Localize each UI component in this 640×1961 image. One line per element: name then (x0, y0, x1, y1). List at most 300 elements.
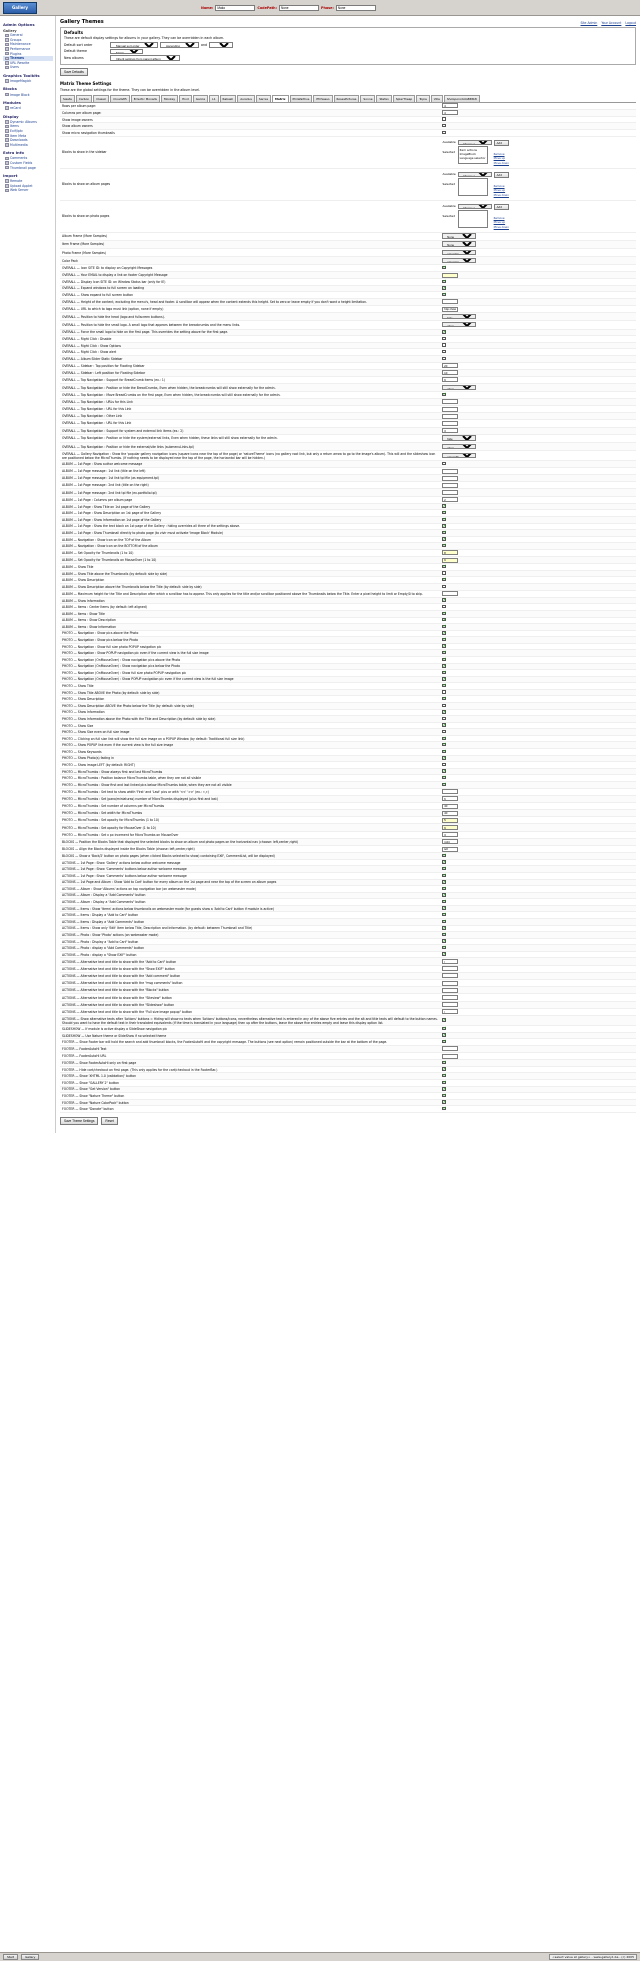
sidebar-item-imagemagick[interactable] (3, 79, 53, 84)
frame-setting-label: Color Pack (60, 257, 440, 265)
tab-monkey[interactable]: Monkey (161, 95, 178, 102)
checkbox-option-68[interactable] (442, 737, 445, 740)
input-option-78[interactable] (442, 804, 458, 809)
input-option-79[interactable] (442, 811, 458, 816)
input-basic-1[interactable] (442, 110, 458, 115)
default-sort-order-select[interactable] (110, 42, 158, 48)
setting-label: ACTIONS — Photo : display a "Show EXIF" button (60, 951, 440, 958)
setting-label: OVERALL — Top Navigation : URL for this Link (60, 406, 440, 413)
checkbox-option-118[interactable] (442, 1081, 445, 1084)
setting-row (60, 523, 636, 530)
taskbar-item-gallery[interactable]: Gallery (21, 1954, 39, 1960)
setting-row (60, 824, 636, 831)
setting-row (60, 557, 636, 564)
checkbox-option-11[interactable] (442, 343, 445, 346)
checkbox-option-65[interactable] (442, 717, 445, 720)
sidebar-item-label: Maintenance (10, 42, 31, 47)
start-button[interactable]: Start (3, 1954, 18, 1960)
input-option-107[interactable] (442, 1002, 458, 1007)
input-option-5[interactable] (442, 299, 458, 304)
available-blocks-select[interactable] (458, 172, 492, 177)
tab-splertheap[interactable]: SplerTheap (393, 95, 415, 102)
top-field-input-0[interactable] (215, 5, 255, 11)
block-move-up-button[interactable]: Move up (493, 188, 506, 193)
input-option-105[interactable] (442, 988, 458, 993)
setting-control-cell (440, 570, 636, 577)
sidebar-item-image-block[interactable] (3, 92, 53, 97)
setting-control-cell (440, 1093, 636, 1100)
setting-label: PHOTO — Show Title ABOVE the Photo (by default: side by side) (60, 689, 440, 696)
checkbox-basic-2[interactable] (442, 117, 445, 120)
top-field-input-2[interactable] (336, 5, 376, 11)
checkbox-option-9[interactable] (442, 330, 445, 333)
frame-select-1[interactable] (442, 241, 476, 246)
select-option-26[interactable] (442, 453, 476, 458)
setting-row (60, 475, 636, 482)
sidebar-item-users[interactable] (3, 65, 53, 70)
setting-label: OVERALL — Right Click : Show Options (60, 342, 440, 349)
setting-label: PHOTO — MicroThumbs : Position balance MicroThumbs table, when they are not all visible (60, 775, 440, 782)
checkbox-option-73[interactable] (442, 769, 445, 772)
input-option-32[interactable] (442, 497, 458, 502)
checkbox-option-45[interactable] (442, 585, 445, 588)
checkbox-option-115[interactable] (442, 1061, 445, 1064)
checkbox-basic-3[interactable] (442, 124, 445, 127)
setting-label: FOOTER — Show "Nature ColorPack" button (60, 1099, 440, 1106)
setting-row (60, 945, 636, 952)
sidebar-item-recard[interactable] (3, 106, 53, 111)
setting-control-cell (440, 406, 636, 413)
setting-label: PHOTO — Show Keywords (60, 749, 440, 756)
setting-label: PHOTO — Clicking on full size link will show the full size image on a POPUP Window (by default: Traditional full size link) (60, 735, 440, 742)
checkbox-option-89[interactable] (442, 880, 445, 883)
frame-setting-label: Item Frame (More Samples) (60, 240, 440, 248)
checkbox-option-121[interactable] (442, 1100, 445, 1103)
checkbox-option-36[interactable] (442, 524, 445, 527)
sidebar-item-multimedia[interactable] (3, 143, 53, 148)
checkbox-option-47[interactable] (442, 598, 445, 601)
tab-rabash[interactable]: Rabash (220, 95, 237, 102)
input-option-19[interactable] (442, 399, 458, 404)
checkbox-option-116[interactable] (442, 1067, 445, 1070)
tab-classic[interactable]: Classic (93, 95, 109, 102)
setting-row (60, 292, 636, 299)
sidebar-item-label: Custom Fields (10, 160, 33, 165)
checkbox-option-12[interactable] (442, 350, 445, 353)
setting-label: ACTIONS — Items : Display a "Add to Cart" button (60, 912, 440, 919)
input-option-40[interactable] (442, 550, 458, 555)
setting-control-cell (440, 938, 636, 945)
checkbox-option-33[interactable] (442, 504, 445, 507)
tab-pfrisasso[interactable]: PfriSasso (313, 95, 332, 102)
input-option-41[interactable] (442, 558, 458, 563)
save-defaults-button[interactable]: Save Defaults (60, 68, 88, 76)
checkbox-option-0[interactable] (442, 266, 445, 269)
setting-label: OVERALL — URL to which to logo must link (option, none if empty) (60, 306, 440, 313)
input-option-22[interactable] (442, 421, 458, 426)
checkbox-option-66[interactable] (442, 723, 445, 726)
frame-select-3[interactable] (442, 258, 476, 263)
checkbox-option-13[interactable] (442, 357, 445, 360)
checkbox-option-37[interactable] (442, 531, 445, 534)
selected-block-item[interactable]: ImageBlock (459, 152, 476, 156)
input-option-23[interactable] (442, 428, 458, 433)
input-option-82[interactable] (442, 832, 458, 837)
theme-options-table (60, 265, 636, 1113)
bullet-icon (5, 184, 9, 188)
checkbox-option-51[interactable] (442, 625, 445, 628)
setting-row (60, 384, 636, 392)
sidebar (0, 16, 56, 1133)
input-option-104[interactable] (442, 981, 458, 986)
input-option-113[interactable] (442, 1046, 458, 1051)
checkbox-option-63[interactable] (442, 704, 445, 707)
checkbox-option-61[interactable] (442, 690, 445, 693)
tab-philafaithus[interactable]: Philafaithus (290, 95, 313, 102)
setting-control-cell (440, 722, 636, 729)
checkbox-option-34[interactable] (442, 511, 445, 514)
checkbox-option-35[interactable] (442, 518, 445, 521)
add-block-button[interactable]: Add (494, 172, 509, 178)
checkbox-option-117[interactable] (442, 1074, 445, 1077)
input-option-101[interactable] (442, 959, 458, 964)
tab-l1[interactable]: L1 (209, 95, 218, 102)
setting-control-cell (440, 676, 636, 683)
checkbox-option-59[interactable] (442, 677, 445, 680)
frame-setting-row (60, 248, 636, 256)
tab-hind[interactable]: Hind (179, 95, 192, 102)
selected-block-item[interactable]: Language selector (459, 156, 486, 160)
checkbox-option-100[interactable] (442, 952, 445, 955)
reset-button[interactable]: Reset (101, 1117, 117, 1125)
checkbox-option-49[interactable] (442, 612, 445, 615)
checkbox-option-70[interactable] (442, 750, 445, 753)
checkbox-option-39[interactable] (442, 544, 445, 547)
sidebar-item-label: Groups (10, 37, 22, 42)
input-option-1[interactable] (442, 273, 458, 278)
setting-label: PHOTO — MicroThumbs : Set width for MicroThumbs (60, 810, 440, 817)
input-option-77[interactable] (442, 796, 458, 801)
setting-row (60, 781, 636, 788)
checkbox-option-67[interactable] (442, 730, 445, 733)
tab-topia[interactable]: Topia (416, 95, 429, 102)
tab-carbon[interactable]: Carbon (76, 95, 92, 102)
setting-control-cell (440, 775, 636, 782)
checkbox-basic-4[interactable] (442, 131, 445, 134)
input-option-31[interactable] (442, 490, 458, 495)
checkbox-option-53[interactable] (442, 638, 445, 641)
input-option-81[interactable] (442, 825, 458, 830)
input-option-76[interactable] (442, 789, 458, 794)
input-option-114[interactable] (442, 1054, 458, 1059)
checkbox-option-96[interactable] (442, 926, 445, 929)
tab-aurelius[interactable]: Aurelius (237, 95, 255, 102)
checkbox-option-95[interactable] (442, 920, 445, 923)
checkbox-option-27[interactable] (442, 462, 445, 465)
checkbox-option-52[interactable] (442, 631, 445, 634)
block-remove-button[interactable]: Remove (493, 183, 505, 188)
block-remove-button[interactable]: Remove (493, 151, 505, 156)
checkbox-option-38[interactable] (442, 537, 445, 540)
checkbox-option-64[interactable] (442, 710, 445, 713)
selected-blocks-list[interactable] (458, 210, 488, 228)
block-move-up-button[interactable]: Move up (493, 220, 506, 225)
setting-row (60, 1060, 636, 1067)
checkbox-option-112[interactable] (442, 1040, 445, 1043)
block-move-down-button[interactable]: Move down (493, 224, 509, 229)
tab-sonne[interactable]: Sonne (360, 95, 375, 102)
selected-block-item[interactable]: Item actions (459, 148, 477, 152)
checkbox-option-2[interactable] (442, 280, 445, 283)
save-theme-settings-button[interactable]: Save Theme Settings (60, 1117, 98, 1125)
setting-control-cell (440, 958, 636, 965)
input-option-103[interactable] (442, 973, 458, 978)
setting-label: ALBUM — Items : Show Title (60, 610, 440, 617)
default-theme-select[interactable] (110, 49, 143, 55)
block-move-down-button[interactable]: Move down (493, 192, 509, 197)
block-remove-button[interactable]: Remove (493, 215, 505, 220)
setting-label: ALBUM — Show Information (60, 597, 440, 604)
setting-row (60, 116, 636, 123)
setting-label: PHOTO — Show Size even on full size image (60, 729, 440, 736)
setting-row (60, 810, 636, 817)
checkbox-option-50[interactable] (442, 618, 445, 621)
input-option-28[interactable] (442, 469, 458, 474)
new-albums-row (64, 55, 632, 61)
selected-blocks-list[interactable] (458, 146, 488, 164)
checkbox-option-91[interactable] (442, 893, 445, 896)
checkbox-option-48[interactable] (442, 605, 445, 608)
tab-garcia[interactable]: Garcia (193, 95, 208, 102)
setting-row (60, 369, 636, 376)
checkbox-option-72[interactable] (442, 763, 445, 766)
default-sort-direction-select[interactable] (160, 42, 199, 48)
bullet-icon (5, 134, 9, 138)
input-option-83[interactable] (442, 839, 458, 844)
setting-control-cell (440, 549, 636, 556)
setting-row (60, 735, 636, 742)
setting-control-cell (440, 279, 636, 286)
tab-matrix[interactable]: Matrix (272, 95, 289, 102)
checkbox-option-120[interactable] (442, 1094, 445, 1097)
tab-rosespictures[interactable]: RosesPictures (334, 95, 360, 102)
input-option-6[interactable] (442, 307, 458, 312)
setting-row (60, 597, 636, 604)
checkbox-option-56[interactable] (442, 658, 445, 661)
tab-stefen[interactable]: Stefen (376, 95, 391, 102)
checkbox-option-98[interactable] (442, 939, 445, 942)
top-field-group (201, 5, 376, 11)
tab-siesta[interactable]: Siesta (60, 95, 75, 102)
checkbox-option-3[interactable] (442, 286, 445, 289)
checkbox-option-10[interactable] (442, 337, 445, 340)
setting-row (60, 892, 636, 899)
checkbox-option-119[interactable] (442, 1087, 445, 1090)
setting-row (60, 434, 636, 442)
setting-control-cell (440, 398, 636, 405)
setting-row (60, 788, 636, 795)
setting-row (60, 853, 636, 860)
checkbox-option-54[interactable] (442, 644, 445, 647)
checkbox-option-62[interactable] (442, 697, 445, 700)
input-option-106[interactable] (442, 995, 458, 1000)
select-option-24[interactable] (442, 435, 476, 440)
new-albums-select[interactable] (110, 55, 180, 61)
block-setting-label: Blocks to show on photo pages (62, 214, 110, 219)
setting-label: PHOTO — Navigation : Show POPUP navigation pic even if the current view is the full size image (60, 650, 440, 657)
select-option-8[interactable] (442, 322, 476, 327)
add-block-button[interactable]: Add (494, 140, 509, 146)
top-field-input-1[interactable] (279, 5, 319, 11)
setting-control-cell (440, 1032, 636, 1039)
checkbox-option-18[interactable] (442, 393, 445, 396)
setting-row (60, 1086, 636, 1093)
checkbox-option-85[interactable] (442, 854, 445, 857)
setting-label: OVERALL — Right Click : Show alert (60, 349, 440, 356)
setting-row (60, 905, 636, 912)
sidebar-group-title: Graphics Toolkits (3, 72, 40, 78)
block-move-down-button[interactable]: Move down (493, 160, 509, 165)
input-option-15[interactable] (442, 370, 458, 375)
input-option-29[interactable] (442, 476, 458, 481)
default-sort-order-label: Default sort order (64, 42, 93, 47)
tab-sarnia[interactable]: Sarnia (256, 95, 271, 102)
checkbox-option-75[interactable] (442, 783, 445, 786)
setting-control-cell (440, 788, 636, 795)
setting-control-cell (440, 467, 636, 474)
available-blocks-select[interactable] (458, 204, 492, 209)
sidebar-item-thumbnail-page[interactable] (3, 165, 53, 170)
checkbox-option-60[interactable] (442, 684, 445, 687)
select-option-17[interactable] (442, 385, 476, 390)
checkbox-option-99[interactable] (442, 946, 445, 949)
setting-control-cell (440, 951, 636, 958)
logout-link[interactable]: Logout (625, 21, 636, 25)
site-admin-link[interactable]: Site Admin (580, 21, 598, 25)
checkbox-option-93[interactable] (442, 906, 445, 909)
setting-control-cell (440, 355, 636, 362)
tab-villa[interactable]: Villa (431, 95, 443, 102)
checkbox-option-86[interactable] (442, 860, 445, 863)
setting-label: ACTIONS — Album : Show 'Albums' actions on top navigation bar (on webmaster mode) (60, 886, 440, 893)
setting-label: FOOTER — FooterAutoHi Text (60, 1045, 440, 1052)
input-option-21[interactable] (442, 414, 458, 419)
tab-clouds85[interactable]: Clouds85 (110, 95, 129, 102)
tab-eclectic-monads[interactable]: Eclectic Monads (131, 95, 160, 102)
default-sort-second-select[interactable] (209, 42, 233, 48)
setting-label: OVERALL — Top Navigation : URLs for this Link (60, 398, 440, 405)
setting-row (60, 1008, 636, 1015)
sidebar-item-web-server[interactable] (3, 188, 53, 193)
frame-select-2[interactable] (442, 250, 476, 255)
checkbox-option-42[interactable] (442, 565, 445, 568)
checkbox-option-97[interactable] (442, 933, 445, 936)
bullet-icon (5, 38, 9, 42)
checkbox-option-111[interactable] (442, 1033, 445, 1036)
setting-control-cell (440, 392, 636, 399)
sort-and-label: and (201, 42, 207, 47)
setting-label: ALBUM — Items : Show Information (60, 624, 440, 631)
select-option-7[interactable] (442, 314, 476, 319)
input-option-46[interactable] (442, 591, 458, 596)
input-option-84[interactable] (442, 847, 458, 852)
setting-label: ALBUM — Items : Center Items (by default: left aligned) (60, 604, 440, 611)
checkbox-option-122[interactable] (442, 1107, 445, 1110)
setting-label: ALBUM — Show Title (60, 564, 440, 571)
input-option-102[interactable] (442, 966, 458, 971)
setting-row (60, 716, 636, 723)
input-option-108[interactable] (442, 1009, 458, 1014)
setting-label: ALBUM — 1st Page : Show author welcome message (60, 461, 440, 468)
input-option-16[interactable] (442, 377, 458, 382)
your-account-link[interactable]: Your Account (601, 21, 622, 25)
tab-shogporodoto888b8[interactable]: ShoGporodoto888b8 (444, 95, 480, 102)
setting-control-cell (440, 637, 636, 644)
setting-label: ALBUM — 1st Page message : 1st link tpl file (as equipment.tpl) (60, 475, 440, 482)
window-titlebar (0, 0, 640, 16)
add-block-button[interactable]: Add (494, 204, 509, 210)
sidebar-item-label: Upload Applet (10, 183, 33, 188)
checkbox-option-69[interactable] (442, 743, 445, 746)
available-blocks-select[interactable] (458, 140, 492, 145)
checkbox-option-109[interactable] (442, 1018, 445, 1021)
input-option-80[interactable] (442, 818, 458, 823)
setting-row (60, 624, 636, 631)
input-basic-0[interactable] (442, 103, 458, 108)
setting-control-cell (440, 972, 636, 979)
setting-row (60, 109, 636, 116)
checkbox-option-58[interactable] (442, 671, 445, 674)
checkbox-option-88[interactable] (442, 874, 445, 877)
checkbox-option-44[interactable] (442, 578, 445, 581)
checkbox-option-90[interactable] (442, 887, 445, 890)
available-label: Available (442, 171, 456, 176)
new-albums-label: New albums (64, 55, 84, 60)
select-option-25[interactable] (442, 444, 476, 449)
checkbox-option-92[interactable] (442, 900, 445, 903)
input-option-14[interactable] (442, 363, 458, 368)
setting-label: OVERALL — Top Navigation : Position or hide the system/external links, Even when hidden, these links will still show externally for the admin. (60, 434, 440, 442)
frame-select-0[interactable] (442, 233, 476, 238)
checkbox-option-74[interactable] (442, 776, 445, 779)
selected-blocks-list[interactable] (458, 178, 488, 196)
setting-row (60, 564, 636, 571)
block-setting-label: Blocks to show on album pages (62, 182, 111, 187)
setting-label: ALBUM — Navigation : Show icon on the TOP of the Album (60, 536, 440, 543)
checkbox-option-57[interactable] (442, 664, 445, 667)
input-option-20[interactable] (442, 407, 458, 412)
sidebar-group-title: Extra Info (3, 150, 24, 156)
selected-label: Selected (442, 149, 456, 154)
checkbox-option-94[interactable] (442, 913, 445, 916)
input-option-30[interactable] (442, 483, 458, 488)
setting-label: FOOTER — Show 'XHTML 1.0 (validation)' button (60, 1073, 440, 1080)
checkbox-option-4[interactable] (442, 293, 445, 296)
setting-label: SLIDESHOW — If module is active display a SlideShow navigation pic (60, 1026, 440, 1033)
checkbox-option-55[interactable] (442, 651, 445, 654)
setting-control-cell (440, 285, 636, 292)
checkbox-option-87[interactable] (442, 867, 445, 870)
basic-settings-table (60, 103, 636, 137)
checkbox-option-43[interactable] (442, 571, 445, 574)
block-move-up-button[interactable]: Move up (493, 156, 506, 161)
checkbox-option-71[interactable] (442, 756, 445, 759)
setting-row (60, 670, 636, 677)
setting-label: OVERALL — Top Navigation : Move BreadCrumbs on the first page, Even when hidden, the breadcrumbs will still show externally for the admin. (60, 392, 440, 399)
sidebar-item-label: Items (10, 124, 19, 129)
setting-control-cell (440, 597, 636, 604)
checkbox-option-110[interactable] (442, 1027, 445, 1030)
